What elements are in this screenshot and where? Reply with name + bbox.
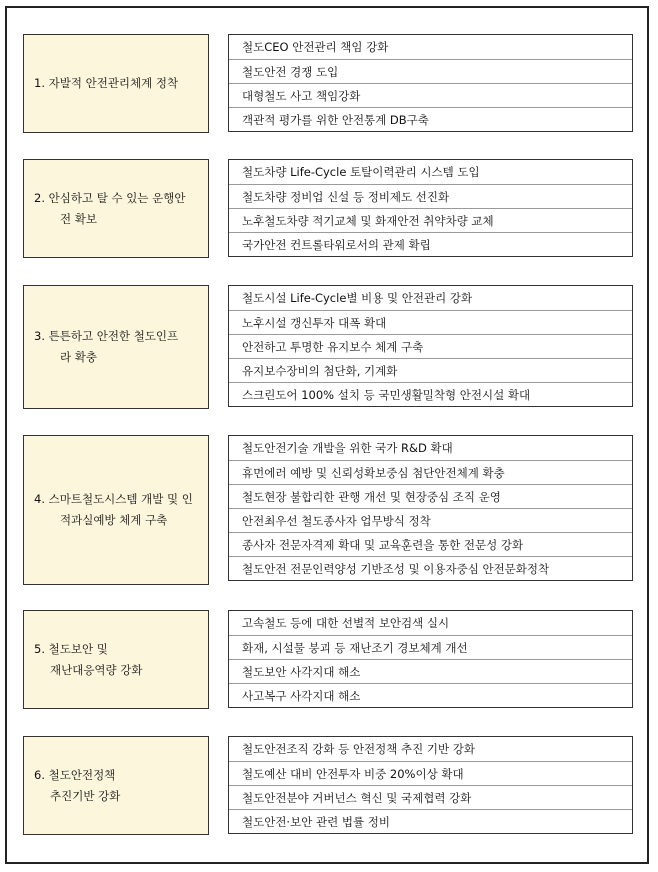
action-item: 휴먼에러 예방 및 신뢰성확보중심 첨단안전체계 확충 xyxy=(229,460,632,484)
action-item: 대형철도 사고 책임강화 xyxy=(229,83,632,107)
action-item: 철도안전조직 강화 등 안전정책 추진 기반 강화 xyxy=(242,742,476,756)
action-item: 철도안전 경쟁 도입 xyxy=(229,59,632,83)
group-title-continued: 적과실예방 체계 구축 xyxy=(60,513,168,527)
action-item: 철도안전기술 개발을 위한 국가 R&D 확대 xyxy=(242,441,453,455)
action-item: 철도예산 대비 안전투자 비중 20%이상 확대 xyxy=(229,761,632,785)
action-item: 국가안전 컨트롤타워로서의 관제 확립 xyxy=(229,232,632,256)
group-title: 1. 자발적 안전관리체계 정착 xyxy=(34,76,179,90)
action-item: 사고복구 사각지대 해소 xyxy=(229,683,632,707)
action-item: 종사자 전문자격제 확대 및 교육훈련을 통한 전문성 강화 xyxy=(229,532,632,556)
action-item: 철도안전분야 거버넌스 혁신 및 국제협력 강화 xyxy=(229,785,632,809)
group-title-box xyxy=(23,736,209,835)
group-title: 5. 철도보안 및 xyxy=(34,641,108,656)
group-title: 3. 튼튼하고 안전한 철도인프 xyxy=(34,329,179,343)
action-item-list xyxy=(228,285,633,407)
action-item: 고속철도 등에 대한 선별적 보안검색 실시 xyxy=(242,616,450,630)
action-item: 철도시설 Life-Cycle별 비용 및 안전관리 강화 xyxy=(242,291,473,305)
action-item: 철도차량 정비업 신설 등 정비제도 선진화 xyxy=(229,184,632,208)
action-item: 객관적 평가를 위한 안전통계 DB구축 xyxy=(229,107,632,131)
action-item: 철도안전·보안 관련 법률 정비 xyxy=(229,809,632,833)
action-item: 철도현장 불합리한 관행 개선 및 현장중심 조직 운영 xyxy=(229,484,632,508)
action-item-list xyxy=(228,159,633,257)
action-item-list xyxy=(228,610,633,708)
action-item: 노후철도차량 적기교체 및 화재안전 취약차량 교체 xyxy=(229,208,632,232)
group-title-box xyxy=(23,159,209,258)
group-title-box xyxy=(23,610,209,709)
action-item: 유지보수장비의 첨단화, 기계화 xyxy=(229,358,632,382)
action-item: 철도차량 Life-Cycle 토탈이력관리 시스템 도입 xyxy=(242,165,480,179)
action-item: 철도CEO 안전관리 책임 강화 xyxy=(242,40,389,54)
action-item-list xyxy=(228,435,633,581)
action-item: 안전하고 투명한 유지보수 체계 구축 xyxy=(229,334,632,358)
group-title-box xyxy=(23,285,209,409)
action-item: 철도안전 전문인력양성 기반조성 및 이용자중심 안전문화정착 xyxy=(229,556,632,580)
action-item-list xyxy=(228,736,633,834)
group-title-box xyxy=(23,435,209,585)
action-item: 노후시설 갱신투자 대폭 확대 xyxy=(229,310,632,334)
group-title: 2. 안심하고 탈 수 있는 운행안 xyxy=(34,190,186,205)
group-title: 4. 스마트철도시스템 개발 및 인 xyxy=(34,492,193,506)
action-item: 화재, 시설물 붕괴 등 재난조기 경보체계 개선 xyxy=(229,635,632,659)
action-item-list xyxy=(228,34,633,132)
action-item: 철도보안 사각지대 해소 xyxy=(229,659,632,683)
group-title-continued: 라 확충 xyxy=(60,350,97,364)
group-title-box xyxy=(23,34,209,133)
action-item: 스크린도어 100% 설치 등 국민생활밀착형 안전시설 확대 xyxy=(229,382,632,406)
group-title-continued: 추진기반 강화 xyxy=(50,788,121,803)
group-title-continued: 재난대응역량 강화 xyxy=(50,662,143,677)
group-title: 6. 철도안전정책 xyxy=(34,767,116,782)
group-title-continued: 전 확보 xyxy=(60,211,97,226)
action-item: 안전최우선 철도종사자 업무방식 정착 xyxy=(229,508,632,532)
